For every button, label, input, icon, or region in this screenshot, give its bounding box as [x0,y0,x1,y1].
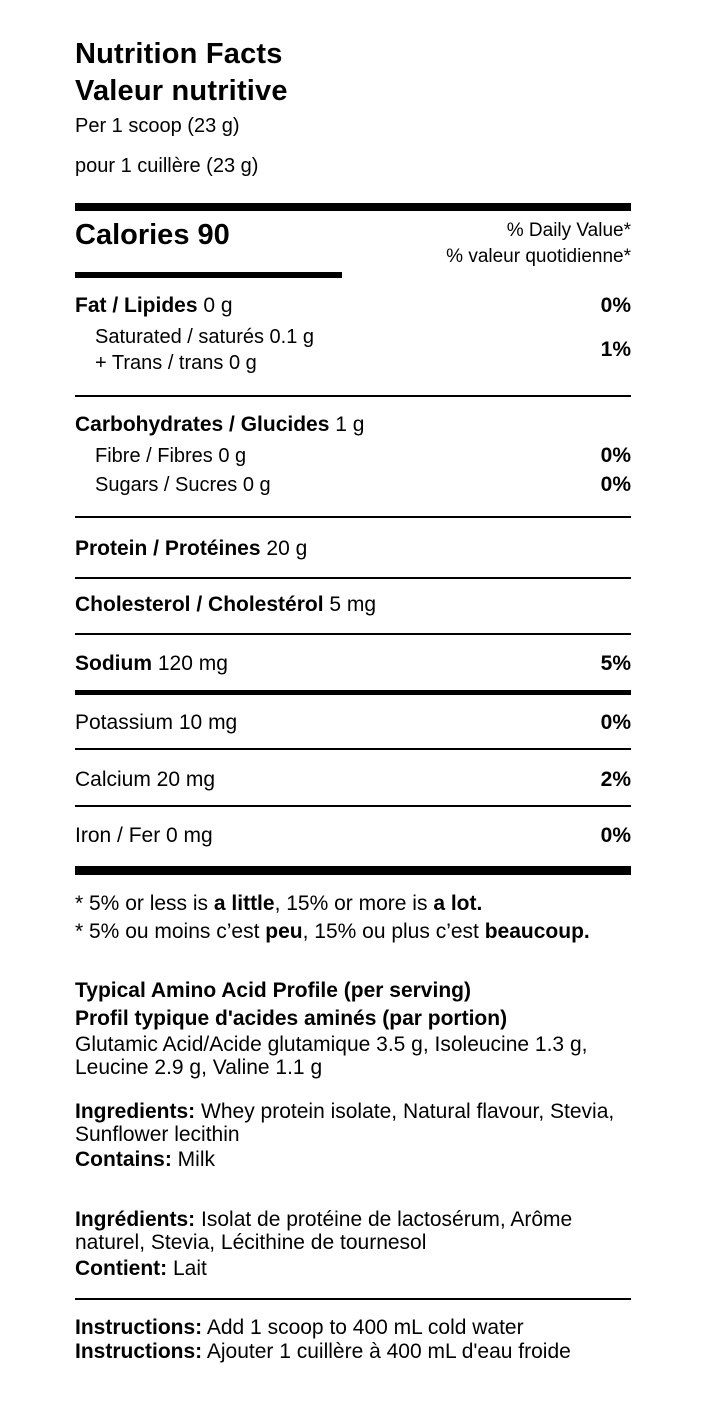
potassium-dv: 0% [600,711,631,734]
title-en: Nutrition Facts [75,38,283,70]
instructions-fr: Instructions: Ajouter 1 cuillère à 400 mL d'eau froide [75,1340,571,1363]
amino-acid-section [75,977,631,1079]
footnote-fr: * 5% ou moins c’est peu, 15% ou plus c’est beaucoup. [75,920,590,943]
calories-value: 90 [197,219,230,251]
sodium-dv: 5% [600,652,631,675]
nutrient-row-calcium [75,767,631,793]
saturated-trans-group [75,324,631,376]
serving-size-en: Per 1 scoop (23 g) [75,115,240,137]
ingredients-fr: Ingrédients: Isolat de protéine de lactosérum, Arôme naturel, Stevia, Lécithine de tournesol [75,1208,573,1254]
divider-thin-instructions [75,1298,631,1300]
divider-thin-5 [75,748,631,750]
fat-name: Fat / Lipides 0 g [75,294,233,317]
calories-title [75,218,230,252]
contains-fr: Contient: Lait [75,1257,207,1280]
divider-thick-bottom [75,866,631,875]
nutrient-row-sugars [75,472,631,498]
fibre-dv: 0% [600,444,631,467]
label-title-block [75,36,631,110]
potassium-name: Potassium 10 mg [75,711,238,734]
divider-medium-sodium [75,690,631,695]
nutrient-row-cholesterol [75,592,631,618]
footnote-en: * 5% or less is a little, 15% or more is a lot. [75,892,483,915]
fibre-name: Fibre / Fibres 0 g [95,445,247,467]
calcium-name: Calcium 20 mg [75,768,216,791]
amino-title-fr: Profil typique d'acides aminés (par portion) [75,1007,508,1030]
divider-thin-3 [75,577,631,579]
nutrient-row-saturated: Saturated / saturés 0.1 g [95,326,315,348]
amino-values: Glutamic Acid/Acide glutamique 3.5 g, Isoleucine 1.3 g, Leucine 2.9 g, Valine 1.1 g [75,1033,588,1079]
calcium-dv: 2% [600,768,631,791]
saturated-dv: 1% [600,338,631,361]
cholesterol-name: Cholesterol / Cholestérol 5 mg [75,593,377,616]
title-fr: Valeur nutritive [75,75,288,107]
sodium-name: Sodium 120 mg [75,652,228,675]
calories-label: Calories [75,219,190,251]
nutrient-row-protein [75,536,631,562]
divider-thin-1 [75,395,631,397]
nutrient-row-potassium [75,710,631,736]
instructions-section [75,1316,631,1364]
instructions-en: Instructions: Add 1 scoop to 400 mL cold water [75,1316,524,1339]
calories-section [75,218,631,270]
divider-thin-4 [75,633,631,635]
fat-dv: 0% [600,294,631,317]
saturated-trans-names [75,324,314,376]
divider-thick-top [75,203,631,211]
nutrient-row-fat [75,293,631,319]
divider-thin-6 [75,805,631,807]
iron-dv: 0% [600,824,631,847]
sugars-dv: 0% [600,473,631,496]
nutrient-row-iron [75,823,631,849]
nutrient-row-trans: + Trans / trans 0 g [95,352,257,374]
protein-name: Protein / Protéines 20 g [75,537,308,560]
calories-underline [75,272,342,278]
carbohydrates-name: Carbohydrates / Glucides 1 g [75,413,365,436]
ingredients-en: Ingredients: Whey protein isolate, Natural flavour, Stevia, Sunflower lecithin [75,1100,615,1146]
nutrient-row-carbohydrates [75,412,631,438]
daily-value-header-en: % Daily Value* [506,220,631,241]
nutrient-row-fibre [75,443,631,469]
iron-name: Iron / Fer 0 mg [75,824,213,847]
divider-thin-2 [75,516,631,518]
daily-value-header [446,218,631,270]
serving-size-fr: pour 1 cuillère (23 g) [75,155,259,177]
amino-title-en: Typical Amino Acid Profile (per serving) [75,979,471,1002]
sugars-name: Sugars / Sucres 0 g [95,474,271,496]
daily-value-header-fr: % valeur quotidienne* [446,246,631,267]
nutrient-row-sodium [75,651,631,677]
contains-en: Contains: Milk [75,1148,215,1171]
